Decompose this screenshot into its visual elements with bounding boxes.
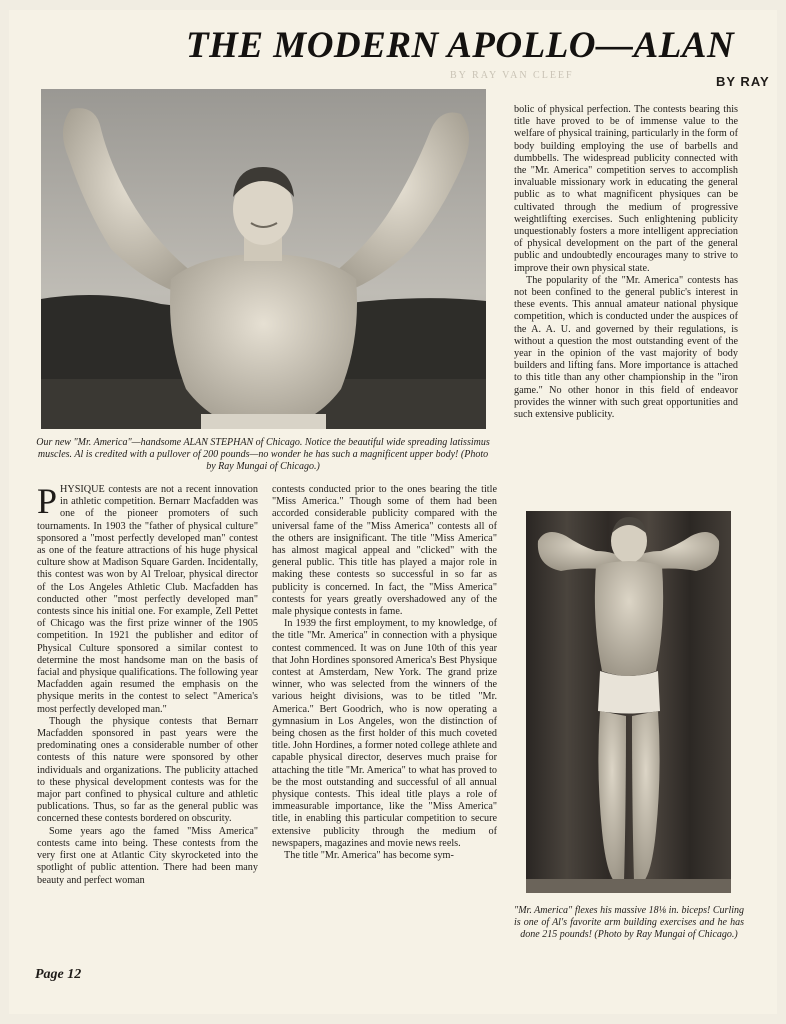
faded-subline: BY RAY VAN CLEEF: [450, 70, 574, 81]
page-number: Page 12: [35, 967, 82, 982]
main-photo: [41, 89, 486, 429]
drop-cap: P: [37, 481, 58, 521]
article-column-1: [37, 481, 258, 887]
article-column-2: [272, 484, 497, 862]
article-title: THE MODERN APOLLO—ALAN: [186, 25, 735, 66]
paragraph: The title "Mr. America" has become sym-: [284, 850, 454, 862]
byline: BY RAY: [716, 74, 770, 89]
paragraph: bolic of physical perfection. The contests bearing this title have proved to be of immense value to the welfare of physical training, particularly in the form of body building employing the use of barbells and dumbbells. The widespread publicity connected with the "Mr. America" competition serves to accomplish invaluable missionary work in educating the general public as to what magnificent physiques can be cultivated through the medium of progressive weightlifting exercises. Such enlightening publicity unquestionably fosters a more intelligent appreciation of physical development on the part of the general public and undoubtedly encourages many to strive to improve their own physical state.: [514, 104, 738, 274]
biceps-photo-caption: "Mr. America" flexes his massive 18⅛ in. biceps! Curling is one of Al's favorite arm building exercises and he has done 215 pounds! (Photo by Ray Mungai of Chicago.): [514, 905, 744, 940]
paragraph: HYSIQUE contests are not a recent innovation in athletic competition. Bernarr Macfadden was one of the pioneer promoters of such tournaments. In 1903 the "father of physical culture" sponsored a "most perfectly developed man" contest as one of the feature attractions of his huge physical culture show at Madison Square Garden. Incidentally, this contest was won by Al Treloar, physical director of the Los Angeles Athletic Club. Macfadden has conducted other "most perfectly developed man" contests since his initial one. For example, Zell Pettet of Chicago was the first prize winner of the 1905 competition. In 1921 the publisher and editor of Physical Culture sponsored a similar contest to determine the most handsome man on the basis of facial and physique qualifications. The following year Macfadden again resumed the emphasis on the physique merits in the contest to select "America's most perfectly developed man.": [37, 484, 258, 715]
main-photo-caption: Our new "Mr. America"—handsome ALAN STEPHAN of Chicago. Notice the beautiful wide spreading latissimus muscles. Al is credited with a pullover of 200 pounds—no wonder he has such a magnificent upper body! (Photo by Ray Mungai of Chicago.): [36, 437, 490, 472]
paragraph: Some years ago the famed "Miss America" contests came into being. These contests from the very first one at Atlantic City skyrocketed into the spotlight of public attention. There had been many beauty and perfect woman: [37, 825, 258, 886]
paragraph: In 1939 the first employment, to my knowledge, of the title "Mr. America" in connection with a physique contest commenced. It was on June 10th of this year that John Hordines sponsored America's Best Physique contest at Amsterdam, New York. The grand prize winner, who was selected from the winners of the various height divisions, was to be titled "Mr. America." Bert Goodrich, who is now operating a gymnasium in Los Angeles, won the distinction of being chosen as the first holder of this much coveted title. John Hordines, a former noted college athlete and capable physical director, deserves much praise for attaching the title "Mr. America" to what has proved to be the most outstanding and successful of all annual physique contests. This ideal title plays a role of immeasurable importance, like the "Miss America" title, in enabling this particular competition to secure extensive publicity through the medium of newspapers, magazines and movie news reels.: [272, 618, 497, 849]
biceps-photo: [526, 511, 731, 893]
paragraph: contests conducted prior to the ones bearing the title "Miss America." Though some of them had been accorded considerable publicity compared with the universal fame of the "Miss America" contests all of the others are insignificant. The title "Miss America" has almost magical appeal and "clicked" with the general public. This title has played a major role in making these contests so successful in so far as publicity is concerned. In fact, the "Miss America" contests for years greatly overshadowed any of the male physique contests in fame.: [272, 484, 497, 618]
paragraph: Though the physique contests that Bernarr Macfadden sponsored in past years were the predominating ones a considerable number of other contests of this nature were sponsored by other individuals and organizations. The publicity attached to these physical development contests was for the major part confined to physical culture and athletic publications. Thus, so far as the general public was concerned these contests bordered on obscurity.: [37, 715, 258, 825]
article-column-3: [514, 104, 738, 421]
paragraph: The popularity of the "Mr. America" contests has not been confined to the general public's interest in these events. This annual amateur national physique competition, which is conducted under the auspices of the A. A. U. and governed by their regulations, is without a question the most outstanding event of the year in the opinion of the vast majority of body builders and lifting fans. More importance is attached to this title than any other championship in the "iron game." No other honor in this field of endeavor provides the winner with such great opportunities and such extensive publicity.: [514, 274, 738, 421]
